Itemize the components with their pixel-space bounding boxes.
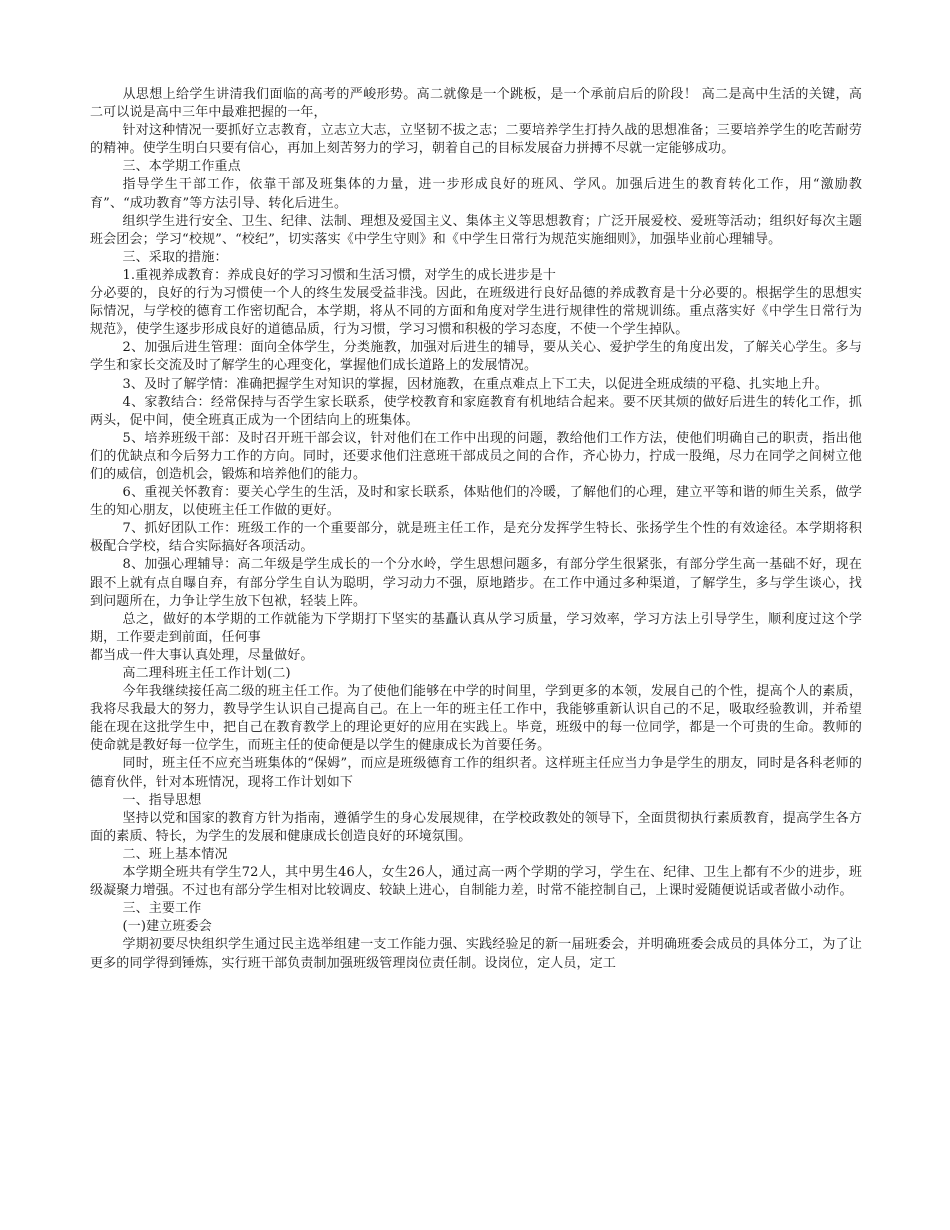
list-item: 2、加强后进生管理：面向全体学生，分类施教，加强对后进生的辅导，要从关心、爱护学生的角度出发，了解关心学生。多与学生和家长交流及时了解学生的心理变化，掌握他们成长道路上的发展情况。: [90, 340, 862, 374]
paragraph: 组织学生进行安全、卫生、纪律、法制、理想及爱国主义、集体主义等思想教育；广泛开展爱校、爱班等活动；组织好每次主题班会团会；学习“校规”、“校纪”，切实落实《中学生守则》和《中学生日常行为规范实施细则》，加强毕业前心理辅导。: [90, 213, 862, 247]
paragraph: 指导学生干部工作，依靠干部及班集体的力量，进一步形成良好的班风、学风。加强后进生的教育转化工作，用“激励教育”、“成功教育”等方法引导、转化后进生。: [90, 177, 862, 211]
paragraph: 分必要的，良好的行为习惯使一个人的终生发展受益非浅。因此，在班级进行良好品德的养成教育是十分必要的。根据学生的思想实际情况，与学校的德育工作密切配合，本学期，将从不同的方面和角度对学生进行规律性的常规训练。重点落实好《中学生日常行为规范》，使学生逐步形成良好的道德品质，行为习惯，学习习惯和积极的学习态度，不使一个学生掉队。: [90, 286, 862, 338]
paragraph: 同时，班主任不应充当班集体的“保姆”，而应是班级德育工作的组织者。这样班主任应当力争是学生的朋友，同时是各科老师的德育伙伴，针对本班情况，现将工作计划如下: [90, 756, 862, 790]
section-heading: 三、本学期工作重点: [122, 159, 241, 175]
document-subtitle: 高二理科班主任工作计划(二): [122, 666, 291, 681]
list-item: 8、加强心理辅导：高二年级是学生成长的一个分水岭，学生思想问题多，有部分学生很紧张，有部分学生高一基础不好，现在跟不上就有点自曝自弃，有部分学生自认为聪明，学习动力不强，原地踏步。在工作中通过多种渠道，了解学生，多与学生谈心，找到问题所在，力争让学生放下包袱，轻装上阵。: [90, 557, 862, 609]
list-item: 7、抓好团队工作：班级工作的一个重要部分，就是班主任工作，是充分发挥学生特长、张扬学生个性的有效途径。本学期将积极配合学校，结合实际搞好各项活动。: [90, 521, 862, 555]
paragraph: 坚持以党和国家的教育方针为指南，遵循学生的身心发展规律，在学校政教处的领导下，全面贯彻执行素质教育，提高学生各方面的素质、特长，为学生的发展和健康成长创造良好的环境氛围。: [90, 810, 862, 844]
section-heading: 二、班上基本情况: [122, 846, 228, 862]
paragraph: 学期初要尽快组织学生通过民主选举组建一支工作能力强、实践经验足的新一届班委会，并明确班委会成员的具体分工，为了让更多的同学得到锤炼，实行班干部负责制加强班级管理岗位责任制。设岗位，定人员，定工: [90, 937, 862, 971]
list-item: 6、重视关怀教育：要关心学生的生活，及时和家长联系，体贴他们的冷暖，了解他们的心理，建立平等和谐的师生关系，做学生的知心朋友，以使班主任工作做的更好。: [90, 485, 862, 519]
section-heading: (一)建立班委会: [122, 919, 212, 935]
paragraph: 本学期全班共有学生72人，其中男生46人，女生26人，通过高一两个学期的学习，学生在、纪律、卫生上都有不少的进步，班级凝聚力增强。不过也有部分学生相对比较调皮、较缺上进心，自制能力差，时常不能控制自己，上课时爱随便说话或者做小动作。: [90, 865, 862, 899]
list-item: 1.重视养成教育：养成良好的学习习惯和生活习惯，对学生的成长进步是十: [122, 267, 557, 283]
section-heading: 三、采取的措施：: [122, 249, 228, 265]
list-item: 3、及时了解学情：准确把握学生对知识的掌握，因材施教，在重点难点上下工夫，以促进全班成绩的平稳、扎实地上升。: [122, 376, 828, 392]
list-item: 4、家教结合：经常保持与否学生家长联系，使学校教育和家庭教育有机地结合起来。要不厌其烦的做好后进生的转化工作，抓两头，促中间，使全班真正成为一个团结向上的班集体。: [90, 394, 862, 428]
section-heading: 一、指导思想: [122, 792, 202, 808]
paragraph: 都当成一件大事认真处理，尽量做好。: [90, 647, 314, 663]
paragraph: 今年我继续接任高二级的班主任工作。为了使他们能够在中学的时间里，学到更多的本领，发展自己的个性，提高个人的素质，我将尽我最大的努力，教导学生认识自己提高自己。在上一年的班主任工作中，我能够重新认识自己的不足，吸取经验教训，并希望能在现在这批学生中，把自己在教育教学上的理论更好的应用在实践上。毕竟，班级中的每一位同学，都是一个可贵的生命。教师的使命就是教好每一位学生，而班主任的使命便是以学生的健康成长为首要任务。: [90, 684, 862, 754]
document-page: [90, 86, 862, 973]
paragraph: 针对这种情况一要抓好立志教育，立志立大志，立坚韧不拔之志；二要培养学生打持久战的思想准备；三要培养学生的吃苦耐劳的精神。使学生明白只要有信心，再加上刻苦努力的学习，朝着自己的目标发展奋力拼搏不尽就一定能够成功。: [90, 123, 862, 157]
list-item: 5、培养班级干部：及时召开班干部会议，针对他们在工作中出现的问题，教给他们工作方法，使他们明确自己的职责，指出他们的优缺点和今后努力工作的方向。同时，还要求他们注意班干部成员之间的合作，齐心协力，拧成一股绳，尽力在同学之间树立他们的威信，创造机会，锻炼和培养他们的能力。: [90, 430, 862, 482]
paragraph: 从思想上给学生讲清我们面临的高考的严峻形势。高二就像是一个跳板，是一个承前启后的阶段！ 高二是高中生活的关键，高二可以说是高中三年中最难把握的一年，: [90, 87, 862, 121]
paragraph: 总之，做好的本学期的工作就能为下学期打下坚实的基矗认真从学习质量，学习效率，学习方法上引导学生，顺利度过这个学期，工作要走到前面，任何事: [90, 611, 862, 645]
section-heading: 三、主要工作: [122, 901, 202, 917]
